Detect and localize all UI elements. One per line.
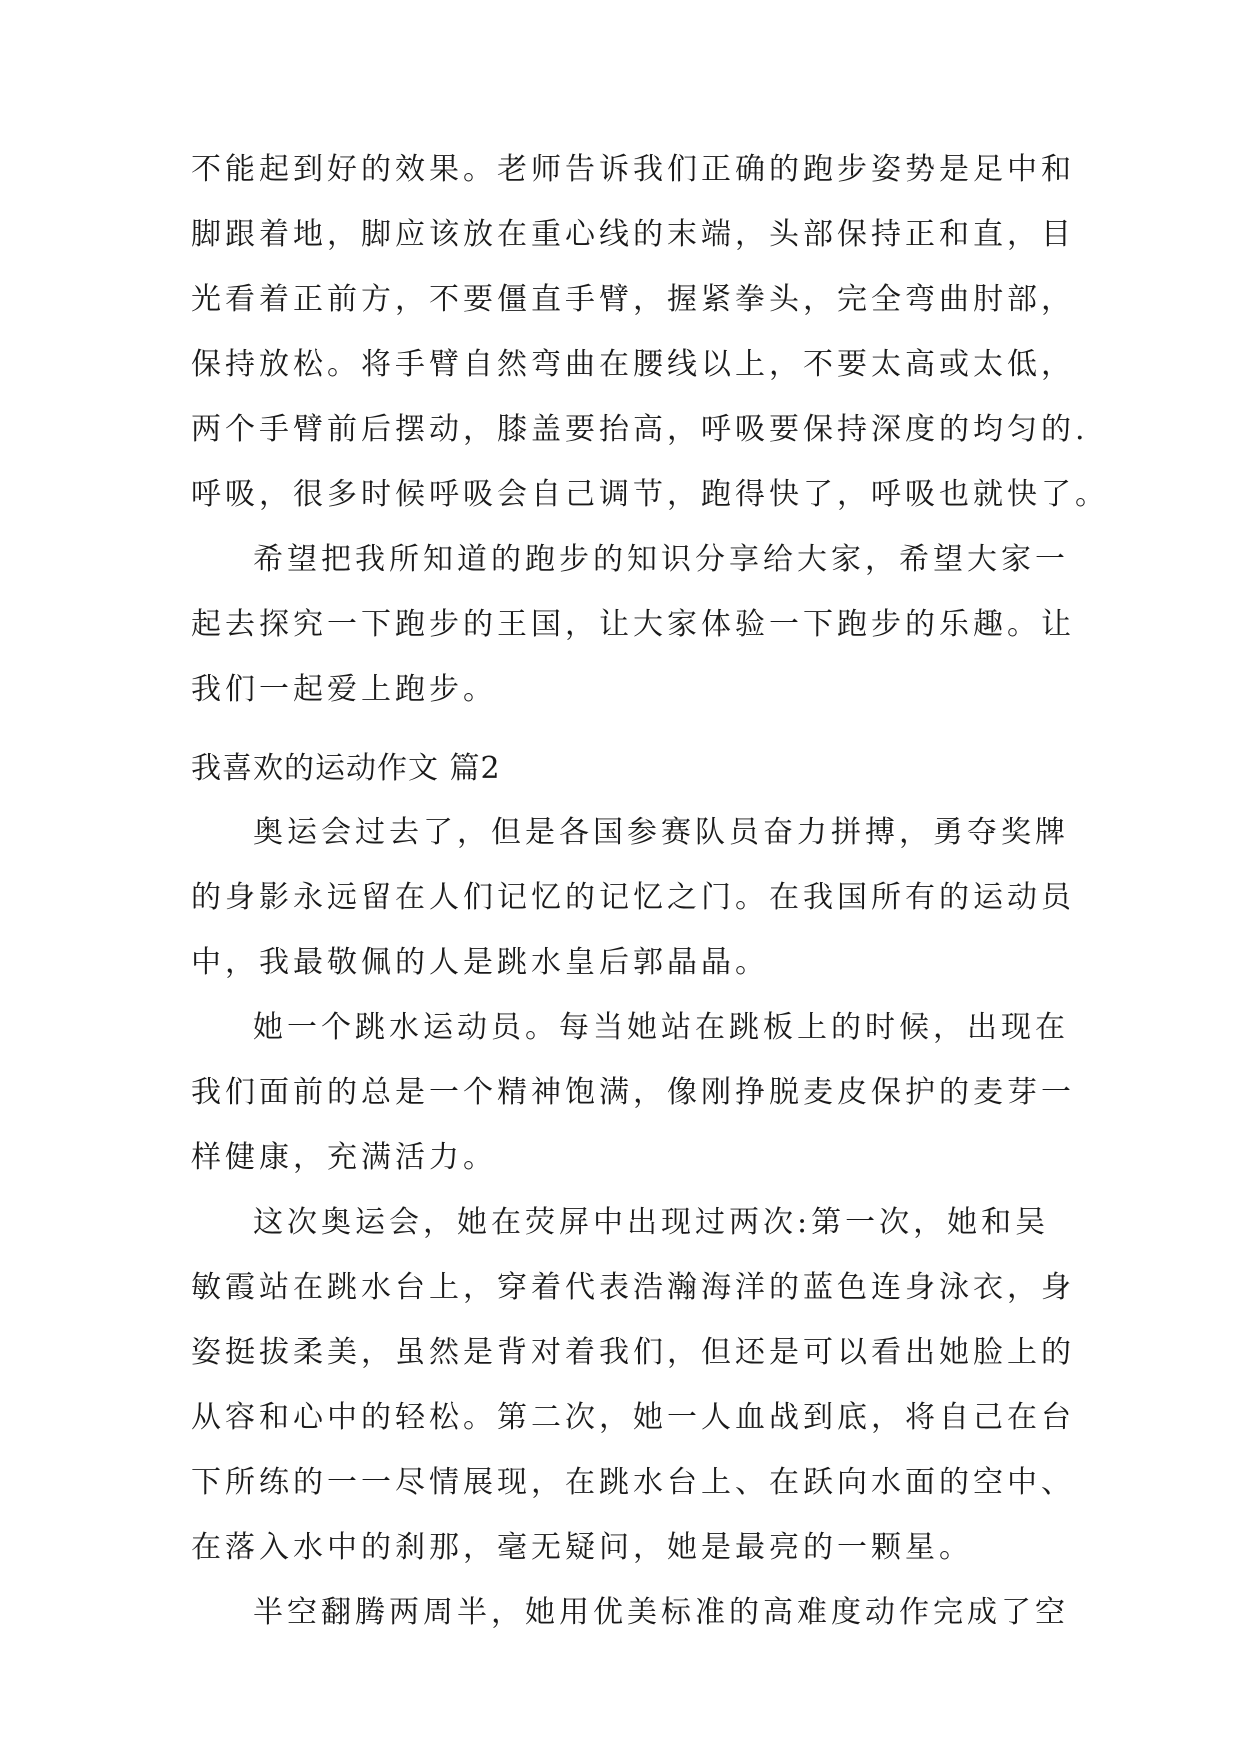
- text-line: 的身影永远留在人们记忆的记忆之门。在我国所有的运动员: [191, 880, 1075, 915]
- paragraph-first-line: 她一个跳水运动员。每当她站在跳板上的时候，出现在: [253, 1010, 1069, 1045]
- text-line: 我们一起爱上跑步。: [191, 672, 497, 707]
- text-line: 呼吸，很多时候呼吸会自己调节，跑得快了，呼吸也就快了。: [191, 477, 1109, 512]
- text-line: 敏霞站在跳水台上，穿着代表浩瀚海洋的蓝色连身泳衣，身: [191, 1270, 1075, 1305]
- essay-heading-block: [191, 736, 1071, 801]
- text-line: 不能起到好的效果。老师告诉我们正确的跑步姿势是足中和: [191, 152, 1075, 187]
- text-line: 在落入水中的刹那，毫无疑问，她是最亮的一颗星。: [191, 1530, 973, 1565]
- text-line: 样健康，充满活力。: [191, 1140, 497, 1175]
- text-line: 我们面前的总是一个精神饱满，像刚挣脱麦皮保护的麦芽一: [191, 1075, 1075, 1110]
- paragraph-first-line: 这次奥运会，她在荧屏中出现过两次:第一次，她和吴: [253, 1205, 1050, 1240]
- text-line: 姿挺拔柔美，虽然是背对着我们，但还是可以看出她脸上的: [191, 1335, 1075, 1370]
- text-line: 光看着正前方，不要僵直手臂，握紧拳头，完全弯曲肘部，: [191, 282, 1075, 317]
- essay-part-2: [191, 800, 1075, 1645]
- text-line: 下所练的一一尽情展现，在跳水台上、在跃向水面的空中、: [191, 1465, 1075, 1500]
- paragraph-first-line: 奥运会过去了，但是各国参赛队员奋力拼搏，勇夺奖牌: [253, 815, 1069, 850]
- essay-part-1: [191, 137, 1109, 722]
- text-line: 中，我最敬佩的人是跳水皇后郭晶晶。: [191, 945, 769, 980]
- paragraph-first-line: 希望把我所知道的跑步的知识分享给大家，希望大家一: [253, 542, 1069, 577]
- text-line: 从容和心中的轻松。第二次，她一人血战到底，将自己在台: [191, 1400, 1075, 1435]
- essay-heading: 我喜欢的运动作文 篇2: [191, 751, 501, 786]
- text-line: 两个手臂前后摆动，膝盖要抬高，呼吸要保持深度的均匀的.: [191, 412, 1089, 447]
- text-line: 保持放松。将手臂自然弯曲在腰线以上，不要太高或太低，: [191, 347, 1075, 382]
- text-line: 脚跟着地，脚应该放在重心线的末端，头部保持正和直，目: [191, 217, 1075, 252]
- text-line: 起去探究一下跑步的王国，让大家体验一下跑步的乐趣。让: [191, 607, 1075, 642]
- paragraph-first-line: 半空翻腾两周半，她用优美标准的高难度动作完成了空: [253, 1595, 1069, 1630]
